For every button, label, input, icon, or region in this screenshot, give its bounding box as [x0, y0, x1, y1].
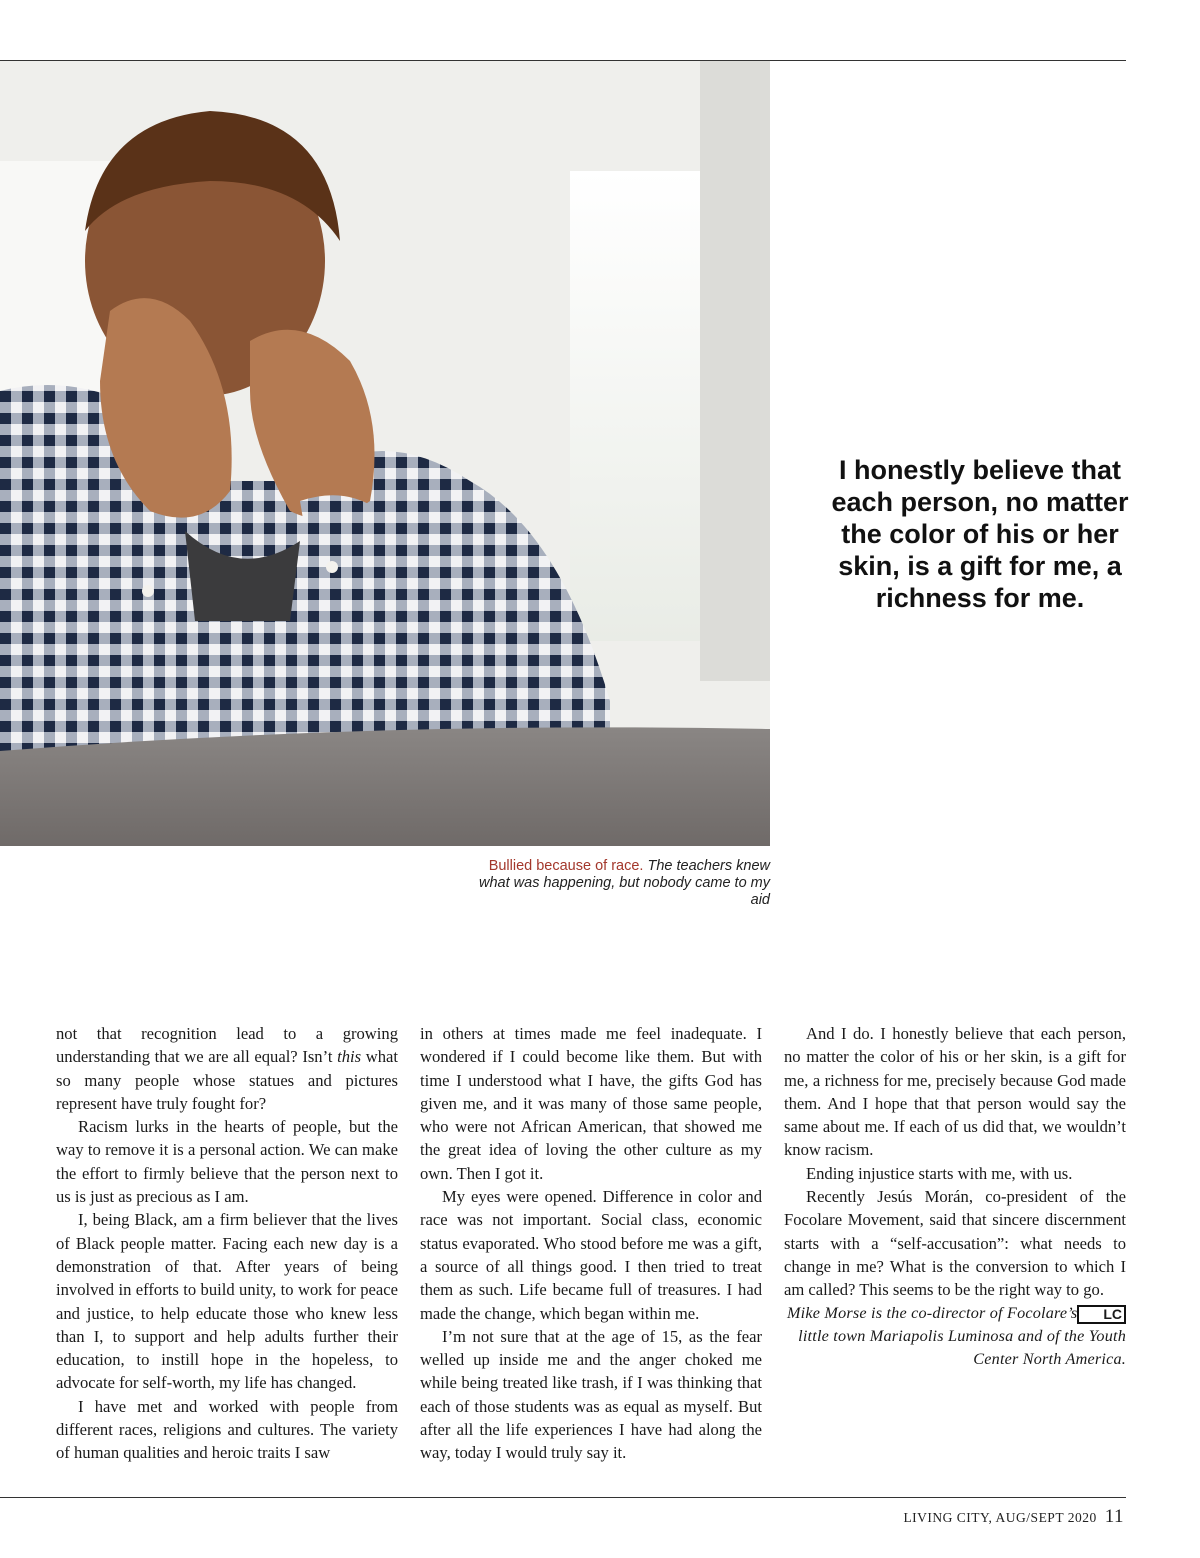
publication-info: LIVING CITY, AUG/SEPT 2020: [903, 1510, 1097, 1525]
article-column-2: [420, 1022, 762, 1465]
article-column-3: [784, 1022, 1126, 1371]
end-mark-icon: LC: [1077, 1305, 1126, 1324]
article-column-1: [56, 1022, 398, 1465]
paragraph: I’m not sure that at the age of 15, as the fear welled up inside me and the anger choked me while being treated like trash, if I was thinking that each of those students was as equal as myself. But after all the life experiences I have had along the way, today I would truly say it.: [420, 1326, 762, 1463]
pull-quote: I honestly believe that each person, no matter the color of his or her skin, is a gift for me, a richness for me.: [831, 455, 1129, 613]
paragraph: My eyes were opened. Difference in color and race was not important. Social class, economic status evaporated. Who stood before me was a gift, a source of all things good. I then tried to treat them as such. Life became full of treasures. I had made the change, which began within me.: [420, 1187, 762, 1323]
caption-body: The teachers knew what was happening, but nobody came to my aid: [479, 858, 770, 908]
paragraph: not that recognition lead to a growing understanding that we are all equal? Isn’t this what so many people whose statues and pictures represent have truly fought for?: [56, 1024, 399, 1113]
author-bio: Mike Morse is the co-director of Focolare’s little town Mariapolis Luminosa and of the Youth Center North America.: [787, 1303, 1126, 1368]
photo-caption: [470, 858, 770, 909]
paragraph: in others at times made me feel inadequate. I wondered if I could become like them. But with time I understood what I have, the gifts God has given me, and it was many of those same people, who were not African American, that showed me the great idea of loving the other culture as my own. Then I got it.: [420, 1024, 762, 1183]
paragraph: Ending injustice starts with me, with us.: [806, 1163, 1073, 1183]
paragraph: I, being Black, am a firm believer that the lives of Black people matter. Facing each new day is a demonstration of that. After years of being involved in efforts to build unity, to work for peace and justice, to help educate those who knew less than I, to support and help adults further their education, to instill hope in the hopeless, to advocate for self-worth, my life has changed.: [56, 1210, 398, 1393]
paragraph: Recently Jesús Morán, co-president of the Focolare Movement, said that sincere discernment starts with a “self-accusation”: what needs to change in me? What is the conversion to which I am called? This seems to be the right way to go. LC: [784, 1187, 1126, 1322]
page-footer: [903, 1506, 1124, 1528]
paragraph: And I do. I honestly believe that each person, no matter the color of his or her skin, is a gift for me, a richness for me, precisely because God made them. And I hope that that person would say the same about me. If each of us did that, we wouldn’t know racism.: [784, 1024, 1126, 1160]
caption-lead: Bullied because of race.: [488, 858, 644, 874]
page-number: 11: [1104, 1506, 1124, 1527]
photo-bullied-teen: [0, 61, 770, 846]
paragraph: I have met and worked with people from different races, religions and cultures. The variety of human qualities and heroic traits I saw: [56, 1396, 398, 1463]
bottom-rule: [0, 1497, 1126, 1498]
paragraph: Racism lurks in the hearts of people, but the way to remove it is a personal action. We can make the effort to firmly believe that the person next to us is just as precious as I am.: [56, 1117, 398, 1207]
